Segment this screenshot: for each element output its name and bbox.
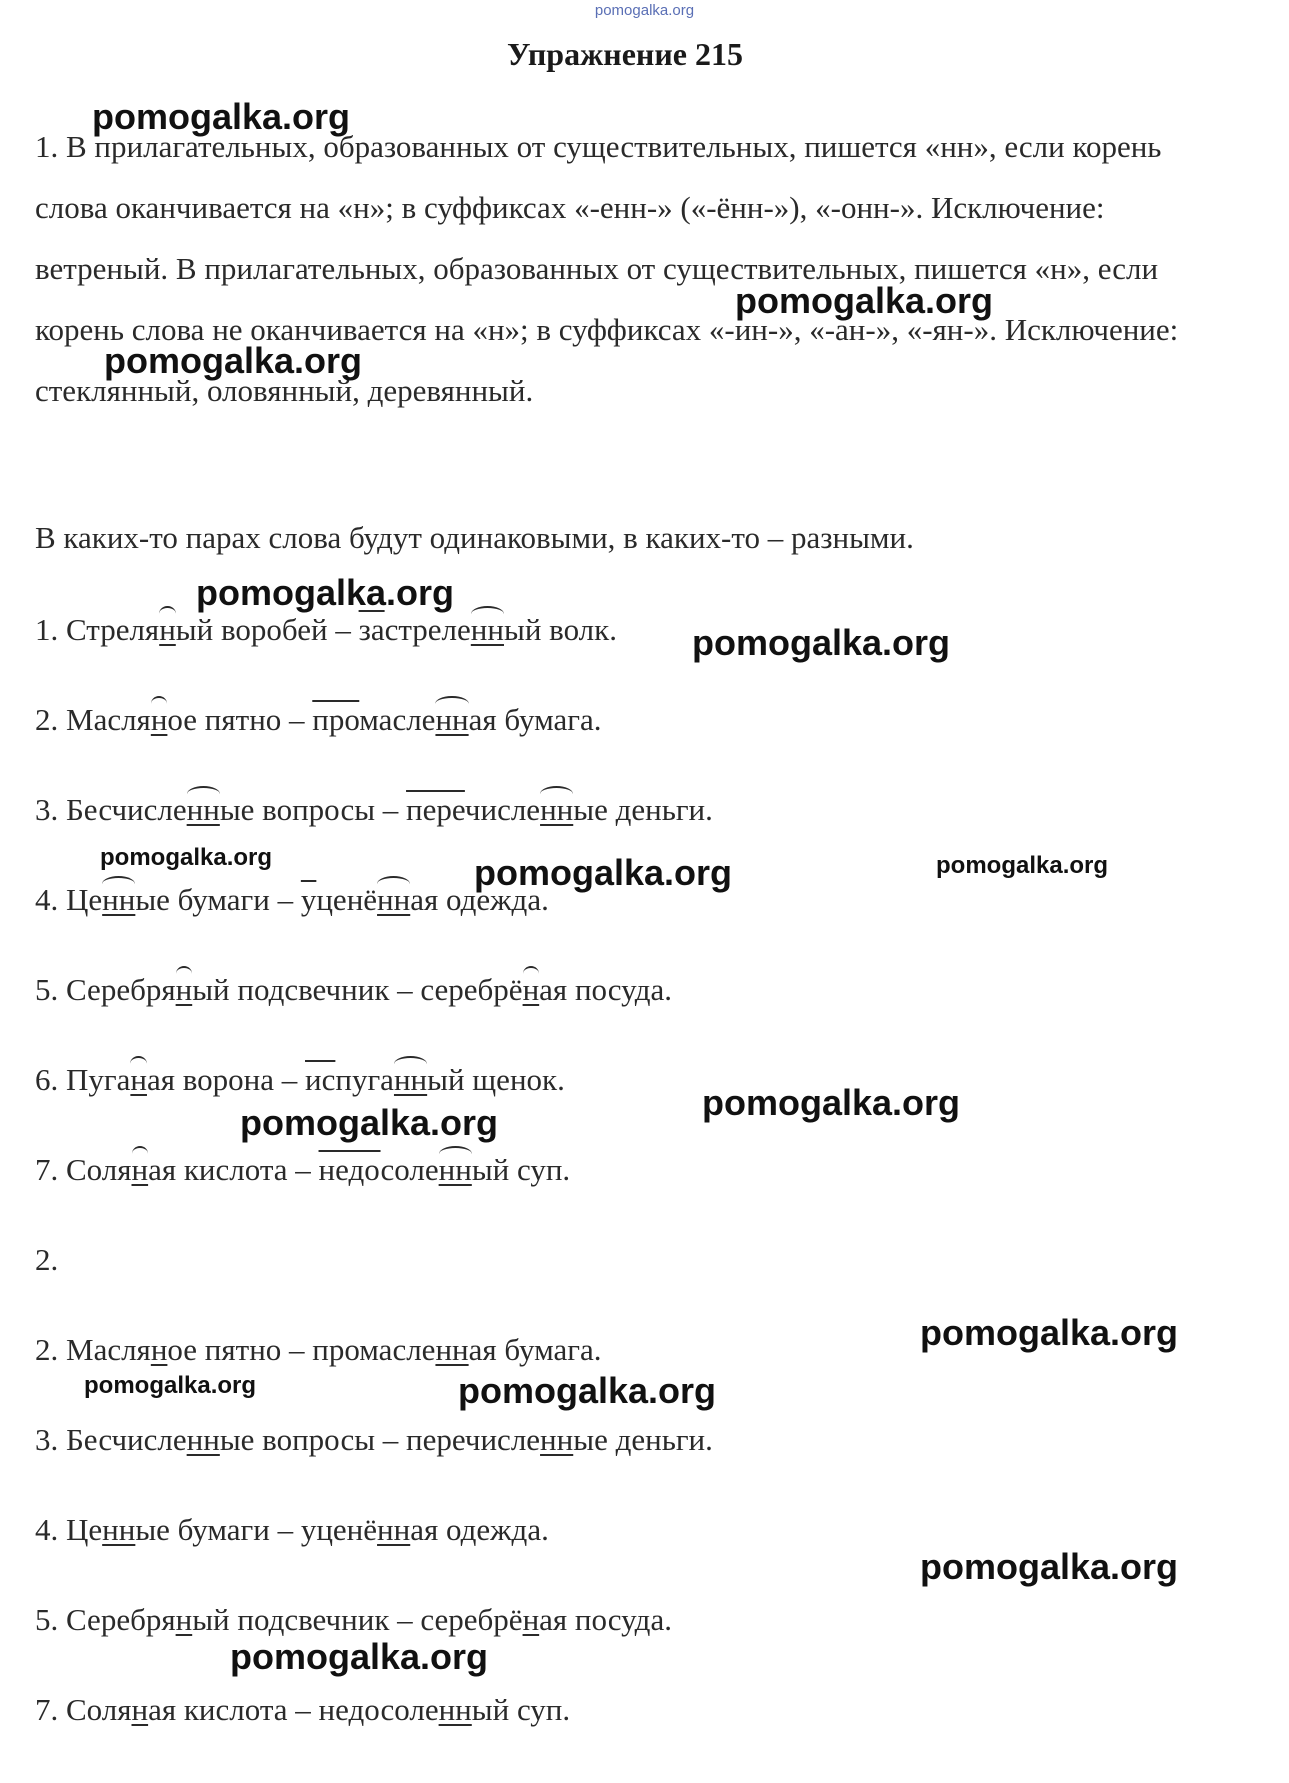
watermark: pomogalka.org	[230, 1636, 489, 1677]
section1-item-5: 5. Серебряный подсвечник – серебрёная посуда.	[35, 970, 672, 1010]
watermark: pomogalka.org	[735, 280, 994, 321]
suffix-mark: нн	[377, 1512, 411, 1547]
prefix-mark: недо	[318, 1152, 381, 1187]
watermark: pomogalka.org	[936, 852, 1109, 879]
watermark: pomogalka.org	[920, 1546, 1179, 1587]
prefix-mark: за	[358, 612, 385, 647]
suffix-mark: нн	[186, 1422, 220, 1457]
section1-item-6: 6. Пуганая ворона – испуганный щенок.	[35, 1060, 565, 1100]
watermark: pomogalka.org	[702, 1082, 961, 1123]
suffix-mark: нн	[102, 880, 135, 920]
suffix-mark: н	[523, 970, 540, 1010]
suffix-mark: н	[175, 1602, 193, 1637]
suffix-mark: нн	[435, 700, 468, 740]
prefix-mark: про	[312, 702, 360, 737]
suffix-mark: н	[150, 1332, 168, 1367]
prefix-mark: ис	[305, 1062, 336, 1097]
suffix-mark: н	[151, 700, 168, 740]
watermark: pomogalka.org	[458, 1370, 717, 1411]
suffix-mark: нн	[471, 610, 504, 650]
section2-item-5: 7. Соляная кислота – недосоленный суп.	[35, 1692, 571, 1727]
section2-item-4: 5. Серебряный подсвечник – серебрёная посуда.	[35, 1602, 672, 1637]
watermark: pomogalka.org	[100, 844, 273, 871]
section2-item-3: 4. Ценные бумаги – уценённая одежда.	[35, 1512, 549, 1547]
suffix-mark: н	[131, 1692, 149, 1727]
watermark: pomogalka.org	[240, 1102, 499, 1143]
section1-item-4: 4. Ценные бумаги – уценённая одежда.	[35, 880, 549, 920]
suffix-mark: нн	[439, 1150, 472, 1190]
watermark: pomogalka.org	[196, 572, 455, 613]
section1-item-2: 2. Масляное пятно – промасленная бумага.	[35, 700, 601, 740]
intro-sentence: В каких-то парах слова будут одинаковыми, в каких-то – разными.	[35, 520, 914, 555]
watermark: pomogalka.org	[920, 1312, 1179, 1353]
suffix-mark: нн	[187, 790, 220, 830]
suffix-mark: нн	[377, 880, 410, 920]
site-watermark-top: pomogalka.org	[594, 2, 695, 19]
suffix-mark: н	[132, 1150, 149, 1190]
suffix-mark: нн	[394, 1060, 427, 1100]
watermark: pomogalka.org	[84, 1372, 257, 1399]
section1-item-1: 1. Стреляный воробей – застреленный волк.	[35, 610, 617, 650]
page-title: Упражнение 215	[506, 36, 743, 72]
suffix-mark: н	[176, 970, 193, 1010]
watermark: pomogalka.org	[104, 340, 363, 381]
suffix-mark: н	[159, 610, 176, 650]
prefix-mark: пере	[406, 792, 465, 827]
section1-item-3: 3. Бесчисленные вопросы – перечисленные деньги.	[35, 790, 713, 830]
suffix-mark: нн	[102, 1512, 136, 1547]
suffix-mark: нн	[540, 790, 573, 830]
suffix-mark: нн	[438, 1692, 472, 1727]
watermark: pomogalka.org	[474, 852, 733, 893]
suffix-mark: нн	[435, 1332, 469, 1367]
prefix-mark: у	[300, 882, 317, 917]
suffix-mark: нн	[540, 1422, 574, 1457]
suffix-mark: н	[522, 1602, 540, 1637]
watermark: pomogalka.org	[92, 96, 351, 137]
rule-paragraph: 1. В прилагательных, образованных от существительных, пишется «нн», если корень слова оканчивается на «н»; в суффиксах «-енн-» («-ённ-»), «-онн-». Исключение: ветреный. В прилагательных, образованных от существительных, пишется «н», если корень слова не оканчивается на «н»; в суффиксах «-ин-», «-ан-», «-ян-». Исключение: стеклянный, оловянный, деревянный.	[35, 129, 1179, 408]
section2-label: 2.	[35, 1242, 59, 1277]
watermark: pomogalka.org	[692, 622, 951, 663]
section2-item-2: 3. Бесчисленные вопросы – перечисленные деньги.	[35, 1422, 713, 1457]
section2-item-1: 2. Масляное пятно – промасленная бумага.	[35, 1332, 602, 1367]
section1-item-7: 7. Соляная кислота – недосоленный суп.	[35, 1150, 570, 1190]
suffix-mark: н	[130, 1060, 147, 1100]
